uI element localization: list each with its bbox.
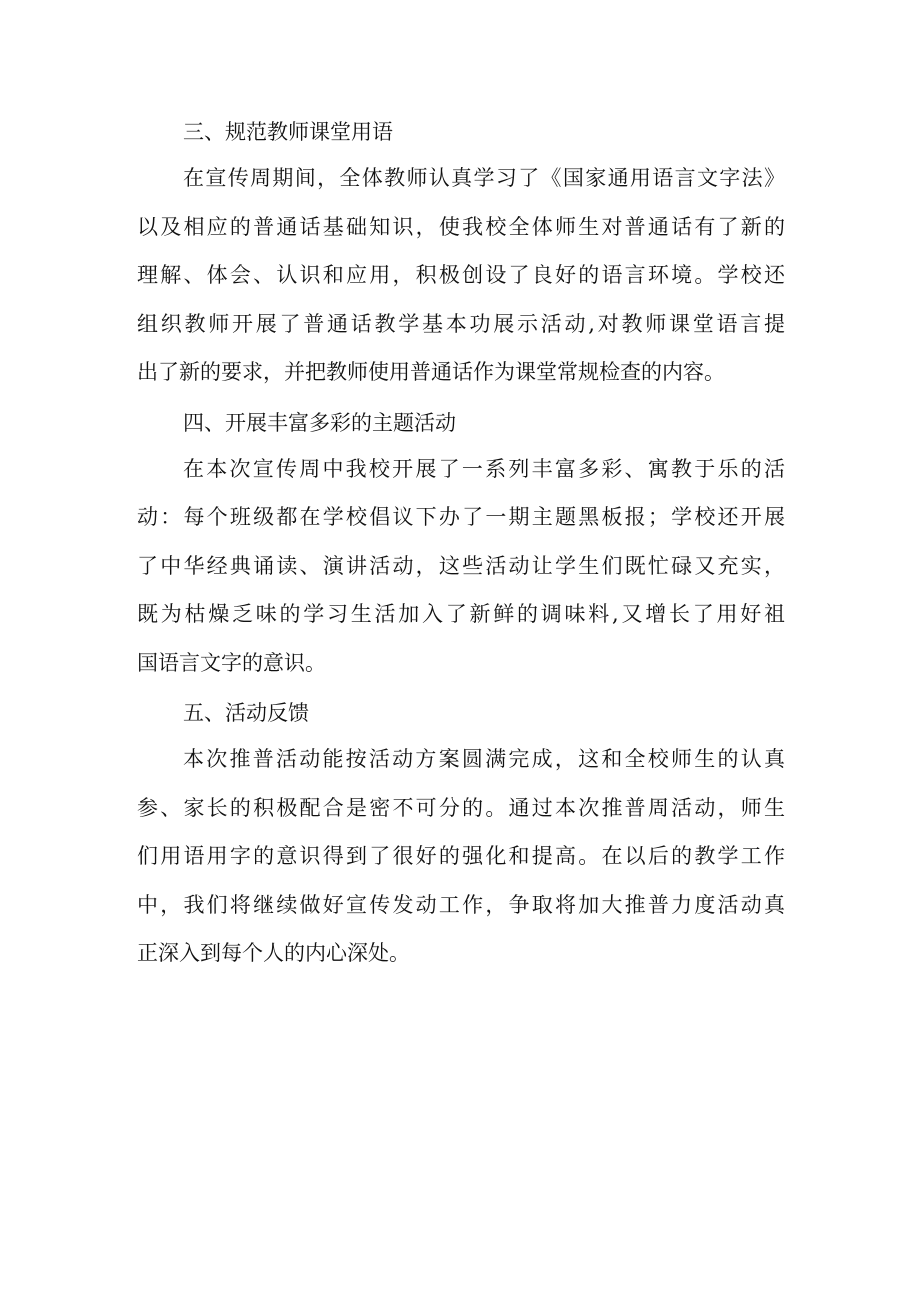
paragraph-line: 以及相应的普通话基础知识，使我校全体师生对普通话有了新的 xyxy=(137,214,785,239)
paragraph-line: 了中华经典诵读、演讲活动，这些活动让学生们既忙碌又充实， xyxy=(137,553,785,578)
paragraph-line: 在本次宣传周中我校开展了一系列丰富多彩、寓教于乐的活 xyxy=(183,456,785,481)
paragraph-line: 参、家长的积极配合是密不可分的。通过本次推普周活动，师生 xyxy=(137,795,785,820)
section-paragraph-3 xyxy=(137,154,785,397)
paragraph-line: 中，我们将继续做好宣传发动工作，争取将加大推普力度活动真 xyxy=(137,892,785,917)
paragraph-line: 理解、体会、认识和应用，积极创设了良好的语言环境。学校还 xyxy=(137,263,785,287)
paragraph-line: 国语言文字的意识。 xyxy=(137,650,326,675)
section-heading-5: 五、活动反馈 xyxy=(183,701,309,725)
section-heading-4: 四、开展丰富多彩的主题活动 xyxy=(183,410,456,435)
section-paragraph-5 xyxy=(137,735,785,978)
paragraph-line: 既为枯燥乏味的学习生活加入了新鲜的调味料,又增长了用好祖 xyxy=(137,602,785,626)
section-heading-3: 三、规范教师课堂用语 xyxy=(183,120,393,144)
document-body xyxy=(137,110,785,980)
paragraph-line: 动：每个班级都在学校倡议下办了一期主题黑板报；学校还开展 xyxy=(137,505,785,529)
paragraph-line: 在宣传周期间，全体教师认真学习了《国家通用语言文字法》 xyxy=(183,166,785,190)
paragraph-line: 组织教师开展了普通话教学基本功展示活动,对教师课堂语言提 xyxy=(137,311,785,336)
paragraph-line: 出了新的要求，并把教师使用普通话作为课堂常规检查的内容。 xyxy=(137,360,725,384)
section-paragraph-4 xyxy=(137,445,785,688)
paragraph-line: 本次推普活动能按活动方案圆满完成，这和全校师生的认真 xyxy=(183,747,785,771)
paragraph-line: 们用语用字的意识得到了很好的强化和提高。在以后的教学工作 xyxy=(137,844,785,868)
paragraph-line: 正深入到每个人的内心深处。 xyxy=(137,941,410,965)
